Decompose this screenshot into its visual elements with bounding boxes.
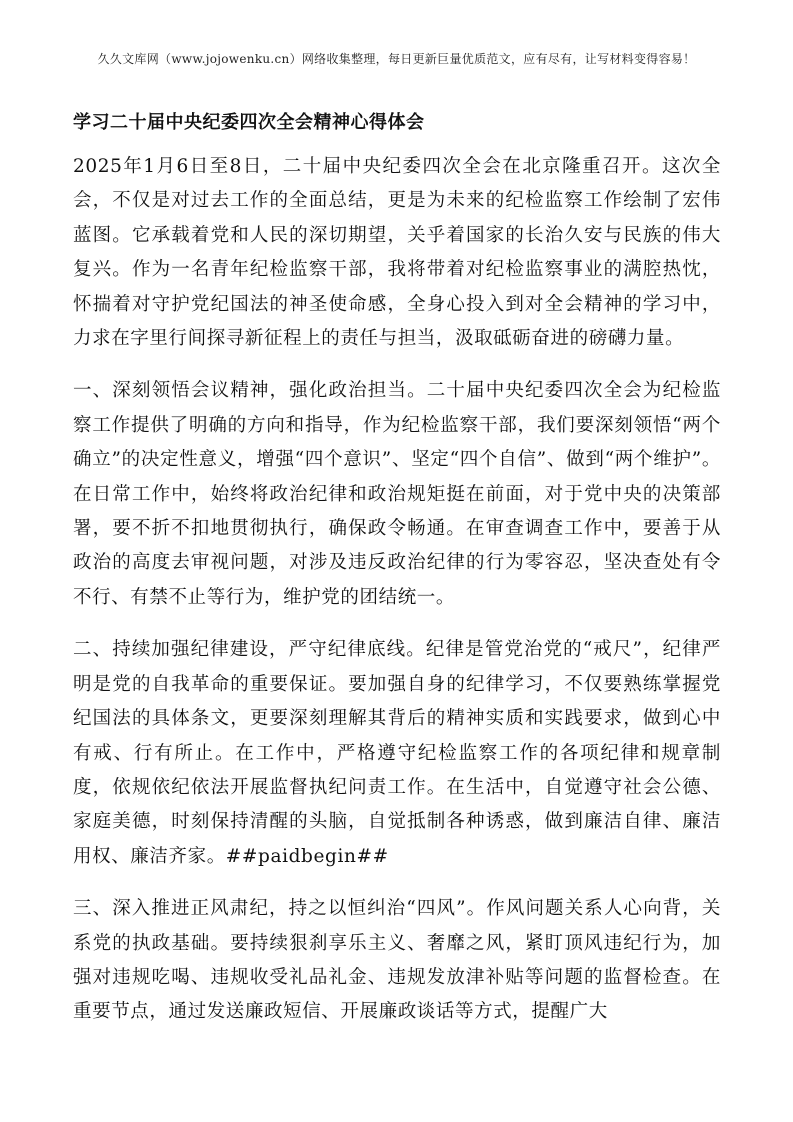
document-body [73, 150, 721, 1048]
paragraph-section-3: 三、深入推进正风肃纪，持之以恒纠治“四风”。作风问题关系人心向背，关系党的执政基础。要持续狠刹享乐主义、奢靡之风，紧盯顶风违纪行为，加强对违规吃喝、违规收受礼品礼金、违规发放津补贴等问题的监督检查。在重要节点，通过发送廉政短信、开展廉政谈话等方式，提醒广大 [73, 898, 721, 1023]
paragraph-section-2: 二、持续加强纪律建设，严守纪律底线。纪律是管党治党的“戒尺”，纪律严明是党的自我革命的重要保证。要加强自身的纪律学习，不仅要熟练掌握党纪国法的具体条文，更要深刻理解其背后的精神实质和实践要求，做到心中有戒、行有所止。在工作中，严格遵守纪检监察工作的各项纪律和规章制度，依规依纪依法开展监督执纪问责工作。在生活中，自觉遵守社会公德、家庭美德，时刻保持清醒的头脑，自觉抵制各种诱惑，做到廉洁自律、廉洁用权、廉洁齐家。##paidbegin## [73, 639, 721, 867]
document-title: 学习二十届中央纪委四次全会精神心得体会 [73, 112, 425, 133]
site-header-note: 久久文库网（www.jojowenku.cn）网络收集整理，每日更新巨量优质范文，应有尽有，让写材料变得容易！ [97, 52, 696, 66]
paragraph-intro: 2025年1月6日至8日，二十届中央纪委四次全会在北京隆重召开。这次全会，不仅是对过去工作的全面总结，更是为未来的纪检监察工作绘制了宏伟蓝图。它承载着党和人民的深切期望，关乎着国家的长治久安与民族的伟大复兴。作为一名青年纪检监察干部，我将带着对纪检监察事业的满腔热忱，怀揣着对守护党纪国法的神圣使命感，全身心投入到对全会精神的学习中，力求在字里行间探寻新征程上的责任与担当，汲取砥砺奋进的磅礴力量。 [73, 156, 721, 350]
paragraph-section-1: 一、深刻领悟会议精神，强化政治担当。二十届中央纪委四次全会为纪检监察工作提供了明确的方向和指导，作为纪检监察干部，我们要深刻领悟“两个确立”的决定性意义，增强“四个意识”、坚定“四个自信”、做到“两个维护”。在日常工作中，始终将政治纪律和政治规矩挺在前面，对于党中央的决策部署，要不折不扣地贯彻执行，确保政令畅通。在审查调查工作中，要善于从政治的高度去审视问题，对涉及违反政治纪律的行为零容忍，坚决查处有令不行、有禁不止等行为，维护党的团结统一。 [73, 380, 721, 608]
